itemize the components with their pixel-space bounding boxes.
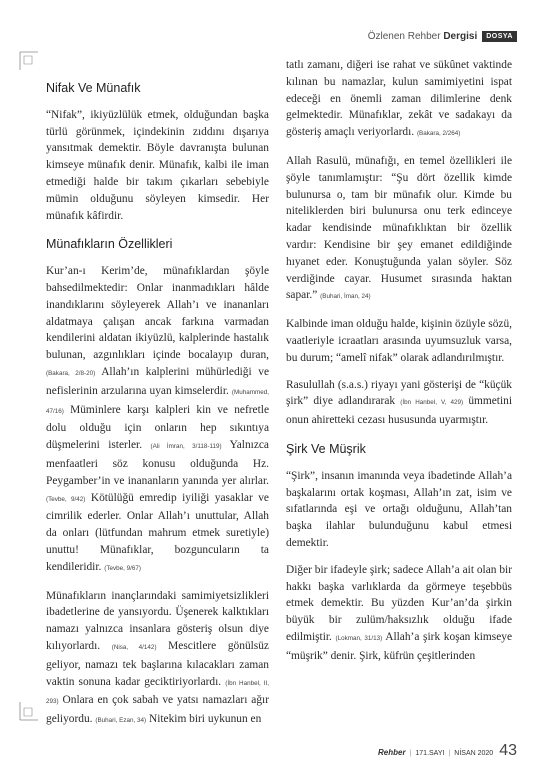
divider: | (409, 750, 412, 757)
citation: (Buhari, İman, 24) (320, 293, 371, 301)
issue-date: NİSAN 2020 (454, 750, 494, 757)
citation: (Muhammed, 47/16) (46, 388, 269, 415)
citation: (Tevbe, 9/67) (104, 564, 141, 572)
paragraph: Rasulullah (s.a.s.) riyayı yani gösterişi de “küçük şirk” diye adlandırarak (İbn Hanbel, V, 429) ümmetini onun ahiretteki cezası hususunda uyarmıştır. (286, 378, 512, 427)
paragraph: Münafıkların inançlarındaki samimiyetsizlikleri ibadetlerine de yansıyordu. Üşenerek kalktıkları namazı yalnızca insanlara gösteriş olsun diye kılıyorlardı. (Nisa, 4/142) Mescitlere gönülsüz geliyor, namazı tek başlarına kılacakları zaman vaktin sonuna kadar geciktiriyorlardı. (İbn Hanbel, II, 293) Onlara en çok sabah ve yatsı namazları ağır geliyordu. (Buhari, Ezan, 34) Nitekim biri uykunun en (46, 589, 269, 726)
citation: (Bakara, 2/8-20) (46, 369, 96, 377)
footer-brand: Rehber (378, 748, 406, 757)
citation: (İbn Hanbel, V, 429) (400, 399, 464, 407)
paragraph: Diğer bir ifadeyle şirk; sadece Allah’a ait olan bir hakkı başka varlıklarda da görmeye teşebbüs etmek demektir. Bu yüzden Kur’an’da şirkin büyük bir zulüm/haksızlık olduğu ifade edilmiştir. (Lokman, 31/13) Allah’a şirk koşan kimseye “müşrik” denir. Şirk, küfrün çeşitlerinden (286, 563, 512, 662)
paragraph: “Şirk”, insanın imanında veya ibadetinde Allah’a başkalarını ortak koşması, Allah’ın zat, isim ve sıfatlarında eşi ve ortağı olduğunu, Allah’tan başka ilahlar bulunduğunu kabul etmesi demektir. (286, 469, 512, 549)
paragraph: “Nifak”, ikiyüzlülük etmek, olduğundan başka türlü görünmek, içindekinin zıddını dışarıya yansıtmak demektir. Böyle davranışta bulunan kimseye münafık denir. Münafık, kalbi ile iman etmediği halde bir takım çıkarları sebebiyle mümin olduğunu söyleyen kimsedir. Her münafık kâfirdir. (46, 108, 269, 222)
paragraph: Allah Rasulü, münafığı, en temel özellikleri ile şöyle tanımlamıştır: “Şu dört özellik kimde bulunursa o, tam bir münafık olur. Kimde bu niteliklerden biri bulunursa onu terk edinceye kadar kendisinde münafıklıktan bir özellik vardır: Kendisine bir şey emanet edildiğinde hıyanet eder. Konuştuğunda yalan söyler. Söz verdiğinde cayar. Husumet sırasında haktan sapar.” (Buhari, İman, 24) (286, 154, 512, 302)
magazine-label: Özlenen Rehber Dergisi (367, 31, 478, 42)
citation: (Ali İmran, 3/118-119) (150, 443, 222, 451)
corner-ornament-icon (18, 700, 40, 722)
paragraph: Kur’an-ı Kerim’de, münafıklardan şöyle bahsedilmektedir: Onlar inanmadıkları hâlde inandıklarını söyleyerek Allah’ı ve inananları aldatmaya çalışan ancak farkına varmadan kendilerini aldatan ikiyüzlü, kalplerinde hastalık bulunan, azgınlıkları içinde bocalayıp duran, (Bakara, 2/8-20) Allah’ın kalplerini mühürlediği ve nefislerinin arzularına uyan kimselerdir. (Muhammed, 47/16) Müminlere karşı kalpleri kin ve nefretle dolu olduğu için onların hep sıkıntıya düşmelerini isterler. (Ali İmran, 3/118-119) Yalnızca menfaatleri söz konusu olduğunda Hz. Peygamber’in ve inananların yanında yer alırlar. (Tevbe, 9/42) Kötülüğü emredip iyiliği yasaklar ve cimrilik ederler. Onlar Allah’ı unuttular, Allah da onları (lütfundan mahrum etmek suretiyle) unuttu! Münafıklar, bozguncuların ta kendileridir. (Tevbe, 9/67) (46, 265, 270, 573)
divider: | (448, 750, 451, 757)
page-number: 43 (499, 742, 517, 759)
citation: (Bakara, 2/264) (416, 130, 461, 138)
right-column (286, 57, 512, 675)
citation: (Lokman, 31/13) (335, 634, 383, 642)
page-header (368, 31, 517, 42)
section-heading: Şirk Ve Müşrik (286, 441, 366, 456)
citation: (Tevbe, 9/42) (46, 495, 86, 503)
paragraph: Kalbinde iman olduğu halde, kişinin özüyle sözü, vaatleriyle icraatları arasında uyumsuzluk varsa, bu durum; “amelî nifak” olarak adlandırılmıştır. (286, 318, 512, 364)
issue-number: 171.SAYI (415, 750, 445, 757)
section-heading: Münafıkların Özellikleri (46, 237, 173, 252)
corner-ornament-icon (18, 50, 40, 72)
page-footer (378, 742, 517, 760)
left-column (46, 70, 269, 740)
paragraph: tatlı zamanı, diğeri ise rahat ve sükûnet vaktinde kılınan bu namazlar, kulun samimiyetini ispat edeceği en önemli zaman dilimlerine denk gelmektedir. Münafıklar, zekât ve sadakayı da gösteriş amaçlı veriyorlardı. (Bakara, 2/264) (286, 59, 512, 139)
section-badge: DOSYA (482, 31, 517, 42)
citation: (İbn Hanbel, II, 293) (46, 679, 269, 706)
citation: (Nisa, 4/142) (111, 643, 157, 651)
citation: (Buhari, Ezan, 34) (95, 717, 147, 725)
section-heading: Nifak Ve Münafık (46, 81, 141, 95)
